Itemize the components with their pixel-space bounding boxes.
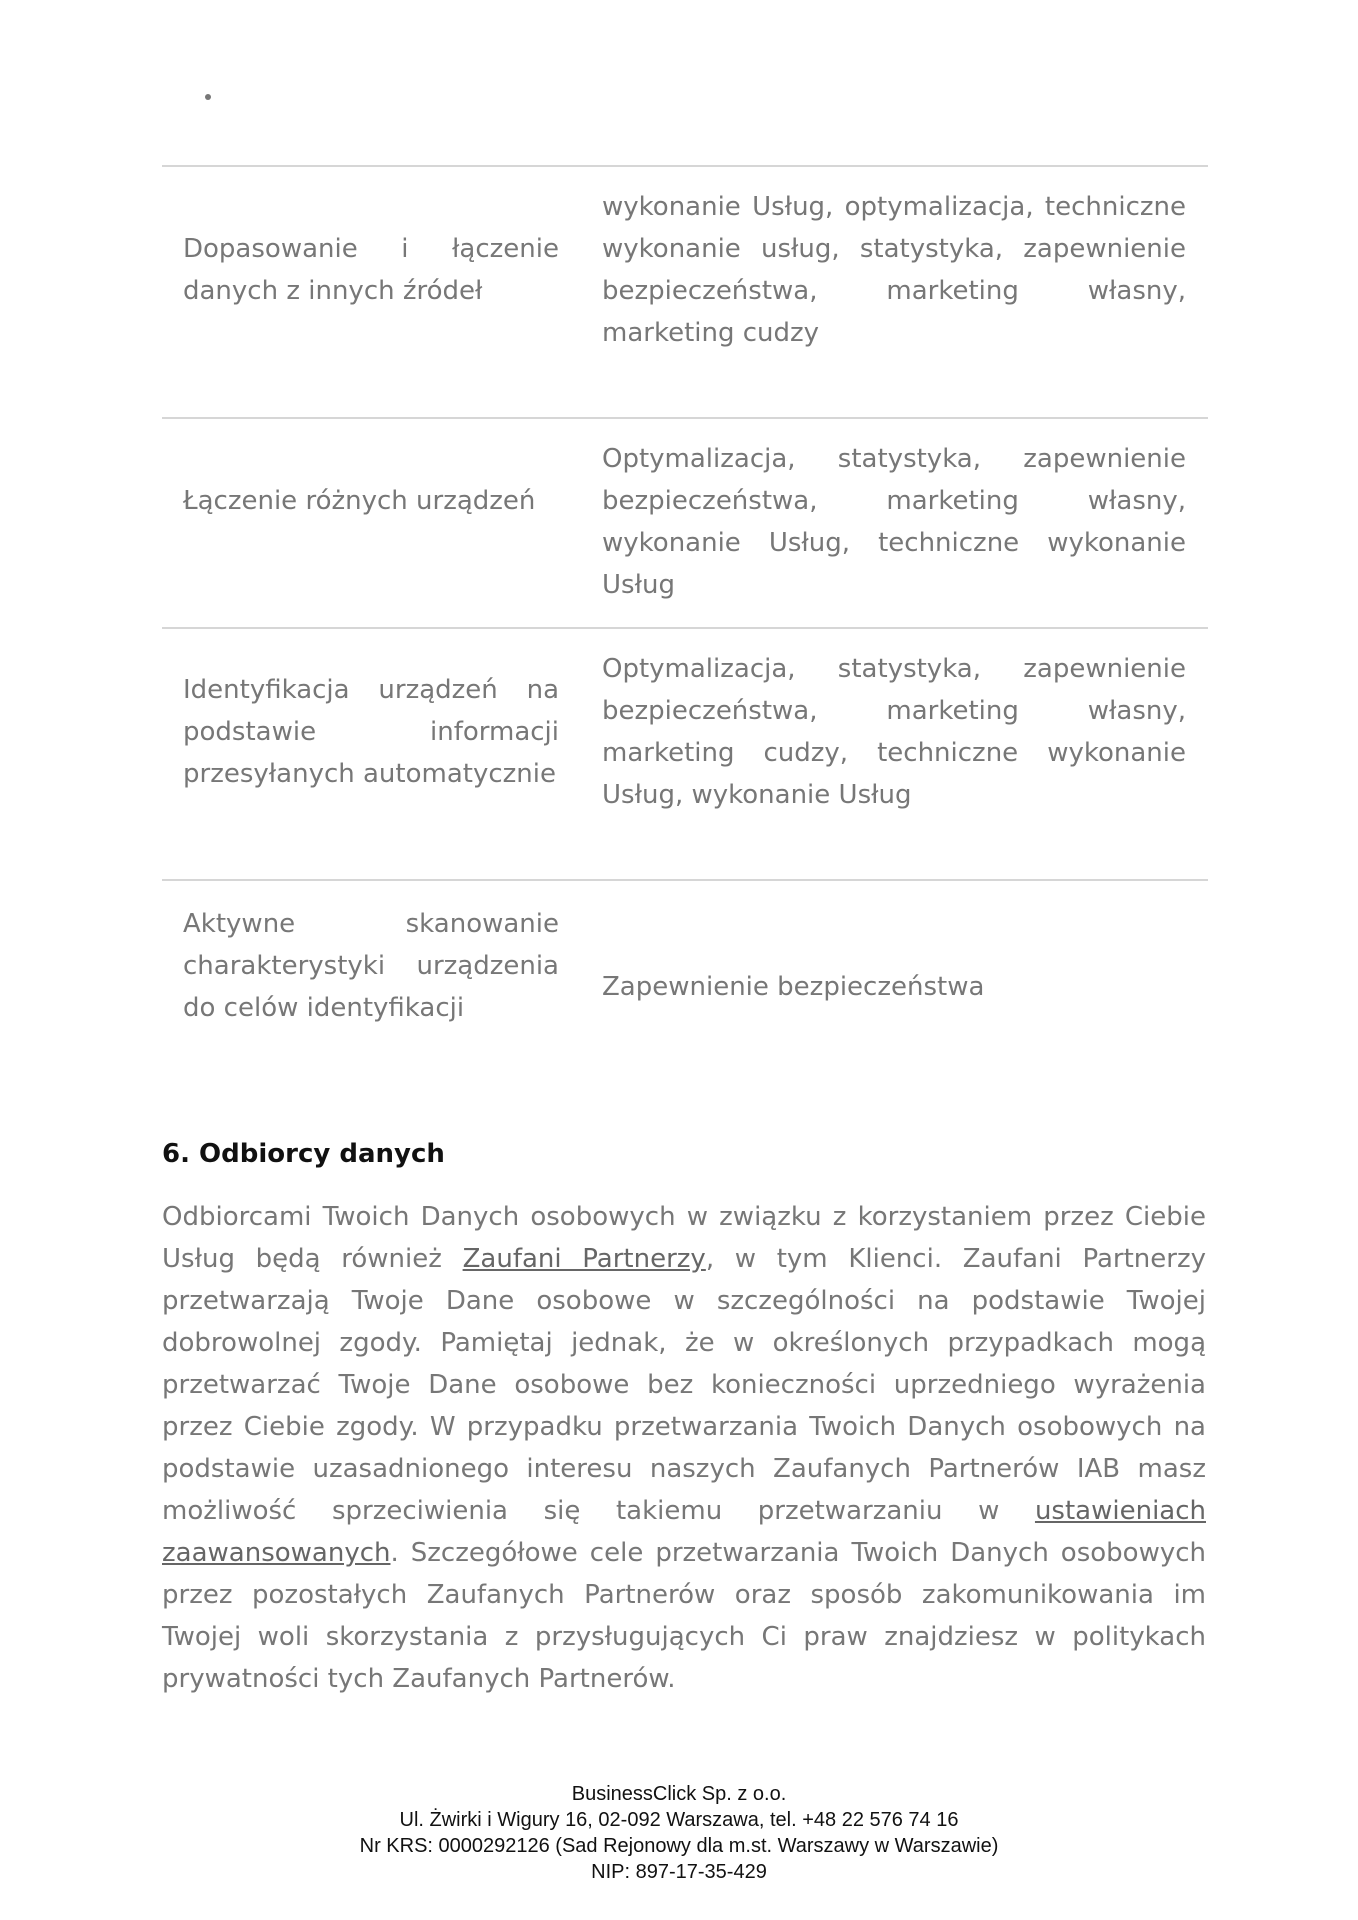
trusted-partners-link[interactable]: Zaufani Partnerzy (462, 1244, 706, 1274)
table-cell-feature: Aktywne skanowanie charakterystyki urządzenia do celów identyfikacji (183, 909, 559, 1023)
para-text: Odbiorcami Twoich Danych osobowych w związku z korzystaniem przez Ciebie Usług będą również (162, 1202, 1206, 1274)
para-text: , w tym Klienci. Zaufani Partnerzy przetwarzają Twoje Dane osobowe w szczególności na podstawie Twojej dobrowolnej zgody. Pamiętaj jednak, że w określonych przypadkach mogą przetwarzać Twoje Dane osobowe bez konieczności uprzedniego wyrażenia przez Ciebie zgody. W przypadku przetwarzania Twoich Danych osobowych na podstawie uzasadnionego interesu naszych Zaufanych Partnerów IAB masz możliwość sprzeciwienia się takiemu przetwarzaniu w (162, 1244, 1206, 1526)
purposes-table (162, 165, 1208, 1061)
footer-company-name: BusinessClick Sp. z o.o. (571, 1783, 787, 1805)
footer-krs: Nr KRS: 0000292126 (Sad Rejonowy dla m.st. Warszawy w Warszawie) (359, 1835, 999, 1857)
table-cell-purposes: Zapewnienie bezpieczeństwa (602, 972, 985, 1002)
footer-nip: NIP: 897-17-35-429 (591, 1861, 767, 1883)
footer-address: Ul. Żwirki i Wigury 16, 02-092 Warszawa, tel. +48 22 576 74 16 (399, 1809, 959, 1831)
advanced-settings-link[interactable]: ustawieniach zaawansowanych (162, 1496, 1206, 1568)
table-cell-feature: Łączenie różnych urządzeń (183, 486, 536, 516)
table-row (162, 417, 1208, 627)
table-cell-feature: Dopasowanie i łączenie danych z innych źródeł (183, 234, 559, 306)
section-heading: 6. Odbiorcy danych (162, 1139, 445, 1169)
recipients-paragraph (162, 1196, 1206, 1700)
bullet-dot (205, 94, 211, 100)
table-cell-purposes: wykonanie Usług, optymalizacja, techniczne wykonanie usług, statystyka, zapewnienie bezpieczeństwa, marketing własny, marketing cudzy (602, 192, 1186, 348)
para-text: . Szczegółowe cele przetwarzania Twoich Danych osobowych przez pozostałych Zaufanych Partnerów oraz sposób zakomunikowania im Twojej woli skorzystania z przysługujących Ci praw znajdziesz w politykach prywatności tych Zaufanych Partnerów. (162, 1538, 1206, 1694)
table-row (162, 165, 1208, 417)
table-cell-purposes: Optymalizacja, statystyka, zapewnienie bezpieczeństwa, marketing własny, marketing cudzy, techniczne wykonanie Usług, wykonanie Usług (602, 654, 1186, 810)
table-row (162, 879, 1208, 1061)
table-cell-feature: Identyfikacja urządzeń na podstawie informacji przesyłanych automatycznie (183, 675, 559, 789)
table-cell-purposes: Optymalizacja, statystyka, zapewnienie bezpieczeństwa, marketing własny, wykonanie Usług, techniczne wykonanie Usług (602, 444, 1186, 600)
table-row (162, 627, 1208, 879)
company-footer (0, 1781, 1358, 1885)
